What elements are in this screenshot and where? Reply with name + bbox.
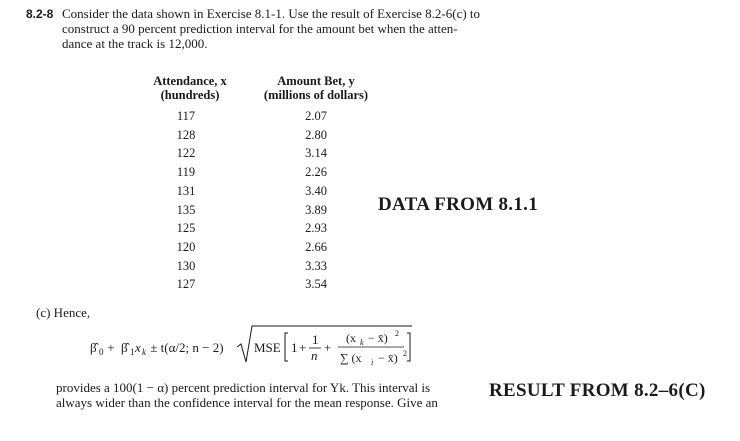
header-attendance-line-1: Attendance, x	[153, 74, 227, 88]
frac2-numerator-rest: − x̄)	[365, 331, 388, 345]
formula-one: 1	[291, 340, 298, 355]
frac1-denominator: n	[311, 348, 318, 363]
attendance-column	[160, 107, 212, 294]
header-attendance	[140, 74, 240, 102]
attendance-cell: 135	[176, 202, 196, 217]
problem-line-3: dance at the track is 12,000.	[62, 36, 208, 51]
amount-cell: 3.40	[305, 183, 327, 198]
frac1-numerator: 1	[312, 332, 319, 347]
result-source-annotation: RESULT FROM 8.2–6(C)	[489, 380, 706, 401]
part-c-line-2: always wider than the confidence interval for the mean response. Give an	[56, 395, 438, 410]
header-amount-line-1: Amount Bet, y	[277, 74, 355, 88]
problem-number: 8.2-8	[26, 7, 54, 21]
attendance-cell: 130	[176, 258, 196, 273]
frac2-denominator: ∑ (x	[340, 351, 362, 365]
amount-cell: 3.89	[305, 202, 327, 217]
attendance-cell: 119	[176, 165, 196, 180]
header-attendance-line-2: (hundreds)	[160, 88, 220, 102]
prediction-interval-formula	[0, 320, 440, 372]
formula-beta1: β̂	[121, 340, 128, 355]
frac2-numerator-sub: k	[360, 338, 364, 347]
amount-cell: 2.26	[305, 165, 327, 180]
data-source-annotation: DATA FROM 8.1.1	[378, 194, 539, 215]
formula-xk: x	[135, 340, 141, 355]
formula-t-quantile: ± t(α/2; n − 2)	[147, 340, 224, 355]
formula-beta0-sub: 0	[99, 347, 104, 357]
frac2-denominator-sub: i	[371, 358, 374, 367]
header-amount	[255, 74, 377, 102]
attendance-cell: 128	[176, 127, 196, 142]
attendance-cell: 125	[176, 221, 196, 236]
left-bracket	[285, 333, 288, 361]
problem-line-2: construct a 90 percent prediction interval for the amount bet when the atten-	[62, 21, 458, 36]
amount-cell: 3.54	[305, 277, 327, 292]
attendance-cell: 131	[176, 183, 196, 198]
formula-xk-sub: k	[142, 347, 146, 357]
attendance-cell: 122	[176, 146, 196, 161]
frac2-denominator-rest: − x̄)	[375, 351, 398, 365]
amount-cell: 3.33	[305, 258, 327, 273]
formula-plus-2: +	[299, 340, 307, 355]
frac2-numerator-sq: 2	[395, 329, 399, 338]
formula-beta0: β̂	[90, 340, 97, 355]
formula-plus: +	[104, 340, 118, 355]
formula-mse: MSE	[254, 340, 281, 355]
problem-statement	[62, 6, 512, 51]
attendance-cell: 120	[176, 239, 196, 254]
frac2-numerator: (x	[346, 331, 356, 345]
amount-cell: 2.66	[305, 239, 327, 254]
formula-plus-3: +	[324, 340, 332, 355]
part-c-line-1: provides a 100(1 − α) percent prediction interval for Yk. This interval is	[56, 380, 431, 395]
amount-cell: 3.14	[305, 146, 327, 161]
amount-cell: 2.93	[305, 221, 327, 236]
header-amount-line-2: (millions of dollars)	[263, 88, 369, 102]
part-c-label: (c) Hence,	[36, 305, 91, 320]
attendance-cell: 117	[176, 109, 196, 123]
amount-cell: 2.07	[305, 109, 327, 123]
attendance-cell: 127	[176, 277, 196, 292]
frac2-denominator-sq: 2	[403, 349, 407, 358]
part-c-text	[56, 380, 476, 410]
formula-beta1-sub: 1	[130, 347, 135, 357]
right-bracket	[407, 333, 410, 361]
amount-column	[293, 107, 339, 294]
amount-cell: 2.80	[305, 127, 327, 142]
problem-line-1: Consider the data shown in Exercise 8.1-1. Use the result of Exercise 8.2-6(c) to	[62, 6, 481, 21]
